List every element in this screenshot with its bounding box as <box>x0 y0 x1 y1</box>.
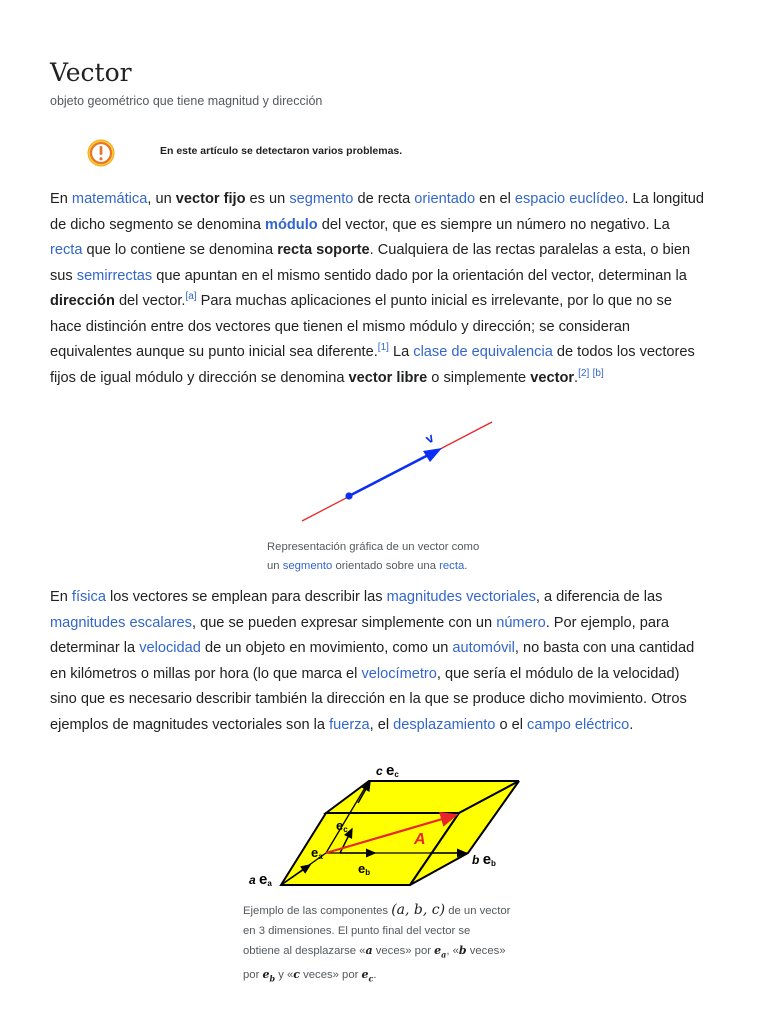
link-orientado[interactable]: orientado <box>414 191 476 207</box>
vector-label: v <box>422 429 437 447</box>
label-ea-inner: ea <box>311 845 323 861</box>
warning-icon <box>84 138 118 168</box>
ref-1[interactable]: [1] <box>377 342 389 354</box>
math-abc: (a, b, c) <box>391 902 446 918</box>
issues-notice[interactable] <box>84 136 684 168</box>
link-espacio-euclideo[interactable]: espacio euclídeo <box>514 191 625 207</box>
link-modulo[interactable]: módulo <box>265 216 318 233</box>
link-recta[interactable]: recta <box>50 242 83 258</box>
link-velocidad[interactable]: velocidad <box>139 640 201 656</box>
link-velocimetro[interactable]: velocímetro <box>361 665 437 682</box>
label-A: A <box>414 831 426 848</box>
note-ref-a[interactable]: [a] <box>185 291 197 303</box>
note-ref-b[interactable]: [b] <box>592 367 604 379</box>
caption-link-segmento[interactable]: segmento <box>282 559 333 572</box>
parallelepiped-diagram[interactable] <box>240 757 540 897</box>
arrowhead-icon <box>423 448 442 462</box>
vector-diagram[interactable] <box>290 414 500 526</box>
notice-text: En este artículo se detectaron varios problemas. <box>160 145 403 157</box>
vector-origin-point <box>345 492 352 499</box>
label-c-ec: c ec <box>376 762 399 779</box>
link-fuerza[interactable]: fuerza <box>329 716 370 733</box>
link-desplazamiento[interactable]: desplazamiento <box>393 716 496 733</box>
link-numero[interactable]: número <box>496 614 546 631</box>
link-segmento[interactable]: segmento <box>289 191 354 207</box>
page-subtitle: objeto geométrico que tiene magnitud y dirección <box>50 94 323 108</box>
intro-paragraph: En matemática, un vector fijo es un segmento de recta orientado en el espacio euclídeo. La longitud de dicho segmento se denomina módulo del vector, que es siempre un número no negativo. La recta que lo contiene se denomina recta soporte. Cualquiera de las rectas paralelas a esta, o bien sus semirrectas que apuntan en el mismo sentido dado por la orientación del vector, determinan la dirección del vector.[a] Para muchas aplicaciones el punto inicial es irrelevante, por lo que no se hace distinción entre dos vectores que tienen el mismo módulo y dirección; se consideran equivalentes aunque su punto inicial sea diferente.[1] La clase de equivalencia de todos los vectores fijos de igual módulo y dirección se denomina vector libre o simplemente vector.[2] [b] <box>50 191 704 386</box>
link-magnitudes-escalares[interactable]: magnitudes escalares <box>50 614 192 631</box>
figure2-caption: Ejemplo de las componentes (a, b, c) de un vector en 3 dimensiones. El punto final del vector se obtiene al desplazarse «a veces» por $e_a$, «b veces» por $e_b$ y «c veces» por $e_c$. <box>243 902 511 983</box>
link-clase-equivalencia[interactable]: clase de equivalencia <box>413 344 553 360</box>
link-magnitudes-vectoriales[interactable]: magnitudes vectoriales <box>386 589 536 605</box>
label-eb-inner: eb <box>358 861 371 877</box>
link-automovil[interactable]: automóvil <box>452 640 515 656</box>
label-a-ea: a ea <box>249 871 272 888</box>
link-campo-electrico[interactable]: campo eléctrico <box>527 716 630 733</box>
label-b-eb: b eb <box>472 851 496 868</box>
physics-paragraph: En física los vectores se emplean para describir las magnitudes vectoriales, a diferencia de las magnitudes escalares, que se pueden expresar simplemente con un número. Por ejemplo, para determinar la velocidad de un objeto en movimiento, como un automóvil, no basta con una cantidad en kilómetros o millas por hora (lo que marca el velocímetro, que sería el módulo de la velocidad) sino que es necesario describir también la dirección en la que se produce dicho movimiento. Otros ejemplos de magnitudes vectoriales son la fuerza, el desplazamiento o el campo eléctrico. <box>50 589 695 733</box>
link-fisica[interactable]: física <box>71 589 106 605</box>
link-semirrectas[interactable]: semirrectas <box>76 267 153 284</box>
vector-arrow <box>349 451 436 496</box>
link-matematica[interactable]: matemática <box>71 191 148 207</box>
caption-link-recta[interactable]: recta <box>439 559 465 572</box>
ref-2[interactable]: [2] <box>578 367 590 379</box>
figure1-caption: Representación gráfica de un vector como un segmento orientado sobre una recta. <box>267 541 480 572</box>
label-ec: ec <box>336 818 348 834</box>
page-title: Vector <box>50 58 132 87</box>
